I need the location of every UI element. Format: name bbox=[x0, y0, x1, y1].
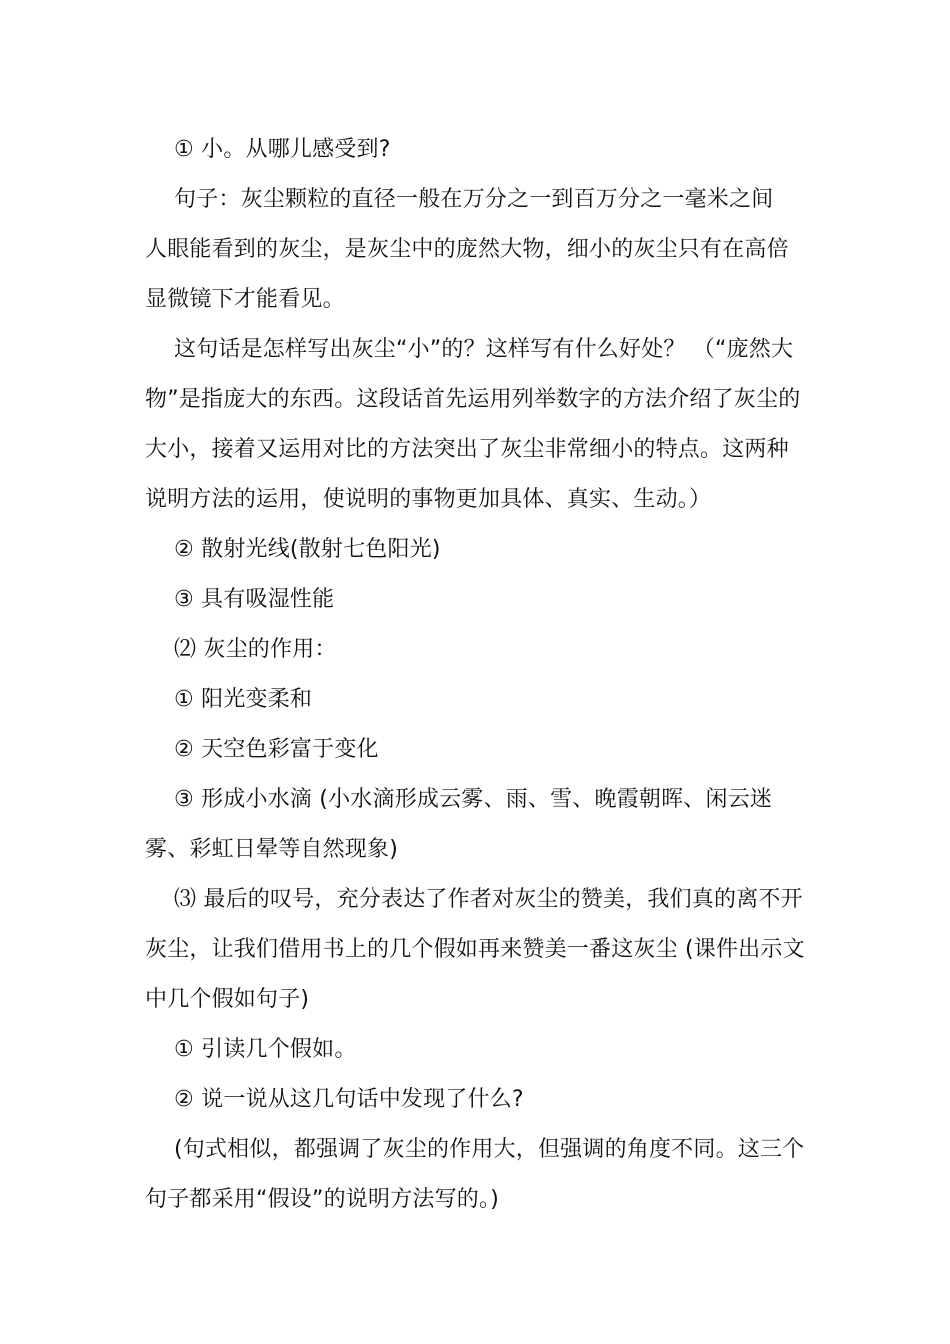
document-page bbox=[145, 125, 810, 1225]
paragraph-14: (句式相似，都强调了灰尘的作用大，但强调的角度不同。这三个句子都采用“假设”的说明方法写的。) bbox=[145, 1137, 805, 1212]
paragraph-1: ① 小。从哪儿感受到? bbox=[174, 137, 391, 162]
paragraph-8: ① 阳光变柔和 bbox=[174, 687, 313, 712]
paragraph-10: ③ 形成小水滴 (小水滴形成云雾、雨、雪、晚霞朝晖、闲云迷雾、彩虹日晕等自然现象) bbox=[145, 787, 773, 862]
paragraph-6: ③ 具有吸湿性能 bbox=[174, 587, 335, 612]
paragraph-5: ② 散射光线(散射七色阳光) bbox=[174, 537, 441, 562]
paragraph-3: 人眼能看到的灰尘，是灰尘中的庞然大物，细小的灰尘只有在高倍显微镜下才能看见。 bbox=[145, 237, 789, 312]
paragraph-9: ② 天空色彩富于变化 bbox=[174, 737, 379, 762]
paragraph-7: ⑵ 灰尘的作用： bbox=[174, 637, 337, 662]
paragraph-2: 句子：灰尘颗粒的直径一般在万分之一到百万分之一毫米之间 bbox=[174, 187, 774, 212]
paragraph-13: ② 说一说从这几句话中发现了什么? bbox=[174, 1087, 524, 1112]
paragraph-11: ⑶ 最后的叹号，充分表达了作者对灰尘的赞美，我们真的离不开灰尘，让我们借用书上的几个假如再来赞美一番这灰尘 (课件出示文中几个假如句子) bbox=[145, 887, 805, 1012]
paragraph-12: ① 引读几个假如。 bbox=[174, 1037, 357, 1062]
paragraph-4: 这句话是怎样写出灰尘“小”的？这样写有什么好处？ （“庞然大物”是指庞大的东西。这段话首先运用列举数字的方法介绍了灰尘的大小，接着又运用对比的方法突出了灰尘非常细小的特点。这两种说明方法的运用，使说明的事物更加具体、真实、生动。） bbox=[145, 337, 801, 512]
